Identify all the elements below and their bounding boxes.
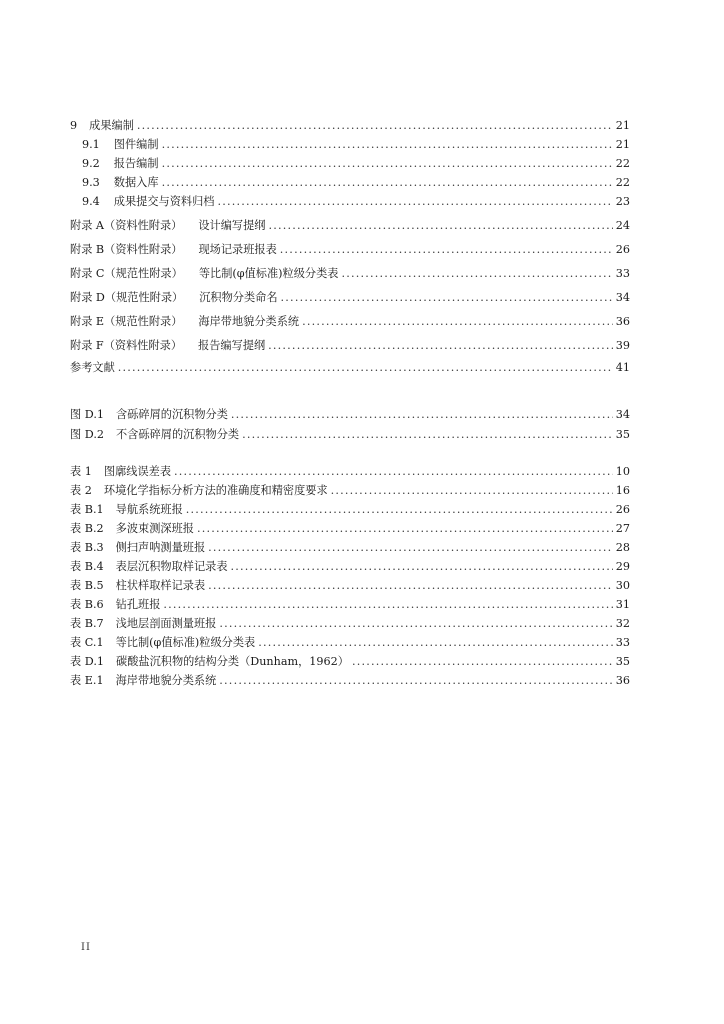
toc-entry-number: 表 B.3 <box>70 541 104 554</box>
toc-entry-number: 表 B.1 <box>70 503 104 516</box>
toc-entry[interactable] <box>70 361 630 375</box>
dot-leader <box>331 484 613 498</box>
toc-entry-page: 36 <box>615 674 630 687</box>
toc-entry[interactable] <box>70 503 630 517</box>
toc-entry[interactable] <box>70 157 630 171</box>
toc-entry-page: 41 <box>615 361 630 374</box>
toc-entry-number: 附录 A（资料性附录） <box>70 219 183 232</box>
toc-entry-title: 含砾碎屑的沉积物分类 <box>116 408 228 421</box>
toc-entry-title: 不含砾碎屑的沉积物分类 <box>116 428 240 441</box>
toc-entry[interactable] <box>70 617 630 631</box>
toc-entry-page: 33 <box>615 267 630 280</box>
toc-entry[interactable] <box>70 315 630 329</box>
toc-entry-number: 附录 B（资料性附录） <box>70 243 183 256</box>
toc-entry-number: 表 B.5 <box>70 579 104 592</box>
toc-entry-page: 34 <box>615 291 630 304</box>
dot-leader <box>341 267 612 281</box>
toc-entry-number: 附录 E（规范性附录） <box>70 315 183 328</box>
dot-leader <box>208 541 613 555</box>
toc-entry-title: 浅地层剖面测量班报 <box>115 617 217 630</box>
toc-entry[interactable] <box>70 219 630 233</box>
toc-entry-number: 图 D.2 <box>70 428 104 441</box>
dot-leader <box>163 598 612 612</box>
toc-entry-number: 表 E.1 <box>70 674 104 687</box>
dot-leader <box>197 522 613 536</box>
toc-entry-page: 27 <box>615 522 630 535</box>
toc-entry-page: 22 <box>615 157 630 170</box>
toc-entry-page: 26 <box>615 503 630 516</box>
dot-leader <box>162 157 613 171</box>
toc-entry-page: 24 <box>615 219 630 232</box>
dot-leader <box>231 408 613 422</box>
toc-entry-title: 钻孔班报 <box>115 598 161 611</box>
toc-entry-title: 海岸带地貌分类系统 <box>115 674 217 687</box>
toc-entry-number: 表 B.6 <box>70 598 104 611</box>
dot-leader <box>268 339 613 353</box>
toc-entry[interactable] <box>70 579 630 593</box>
toc-entry[interactable] <box>70 484 630 498</box>
toc-entry-number: 9 <box>70 119 78 132</box>
toc-entry-title: 数据入库 <box>113 176 159 189</box>
dot-leader <box>268 219 612 233</box>
toc-entry[interactable] <box>70 655 630 669</box>
toc-entry[interactable] <box>70 243 630 257</box>
toc-entry-page: 35 <box>615 428 630 441</box>
dot-leader <box>280 243 613 257</box>
toc-entry-number: 表 B.2 <box>70 522 104 535</box>
toc-entry-number: 9.1 <box>82 138 100 151</box>
toc-entry-title: 沉积物分类命名 <box>199 291 278 304</box>
toc-entry-title: 表层沉积物取样记录表 <box>115 560 228 573</box>
toc-entry-page: 36 <box>615 315 630 328</box>
toc-entry[interactable] <box>70 408 630 422</box>
toc-entry-title: 成果编制 <box>89 119 134 132</box>
dot-leader <box>118 361 613 375</box>
toc-entry-page: 21 <box>615 138 630 151</box>
toc-entry-number: 表 C.1 <box>70 636 104 649</box>
dot-leader <box>219 674 612 688</box>
dot-leader <box>352 655 613 669</box>
toc-entry[interactable] <box>70 119 630 133</box>
toc-entry-page: 16 <box>615 484 630 497</box>
toc-entry-page: 26 <box>615 243 630 256</box>
dot-leader <box>281 291 613 305</box>
toc-chapters <box>70 119 630 380</box>
dot-leader <box>302 315 613 329</box>
toc-entry[interactable] <box>70 560 630 574</box>
toc-entry-page: 33 <box>615 636 630 649</box>
toc-entry-number: 表 B.4 <box>70 560 104 573</box>
toc-entry-number: 表 2 <box>70 484 92 497</box>
toc-entry-number: 图 D.1 <box>70 408 104 421</box>
toc-entry-title: 柱状样取样记录表 <box>115 579 206 592</box>
toc-entry-page: 22 <box>615 176 630 189</box>
toc-entry-page: 35 <box>615 655 630 668</box>
toc-entry-title: 设计编写提纲 <box>198 219 266 232</box>
toc-entry-number: 表 D.1 <box>70 655 104 668</box>
dot-leader <box>258 636 613 650</box>
toc-entry-title: 报告编写提纲 <box>198 339 266 352</box>
dot-leader <box>174 465 613 479</box>
toc-tables <box>70 465 630 693</box>
toc-entry-title: 海岸带地貌分类系统 <box>198 315 300 328</box>
toc-entry-title: 图件编制 <box>113 138 159 151</box>
toc-entry-number: 表 1 <box>70 465 92 478</box>
toc-entry-title: 等比制(φ值标准)粒级分类表 <box>115 636 256 649</box>
toc-entry-title: 导航系统班报 <box>115 503 183 516</box>
toc-entry[interactable] <box>70 176 630 190</box>
dot-leader <box>208 579 613 593</box>
dot-leader <box>162 138 613 152</box>
toc-entry-title: 成果提交与资料归档 <box>113 195 215 208</box>
toc-entry-page: 31 <box>615 598 630 611</box>
toc-entry-title: 多波束测深班报 <box>115 522 194 535</box>
toc-entry-page: 34 <box>615 408 630 421</box>
toc-entry-title: 环境化学指标分析方法的准确度和精密度要求 <box>103 484 328 497</box>
toc-entry[interactable] <box>70 339 630 353</box>
toc-entry-number: 9.3 <box>82 176 100 189</box>
toc-entry-number: 附录 F（资料性附录） <box>70 339 183 352</box>
toc-entry[interactable] <box>70 428 630 442</box>
toc-entry-page: 32 <box>615 617 630 630</box>
toc-entry[interactable] <box>70 138 630 152</box>
dot-leader <box>218 195 613 209</box>
toc-entry-title: 侧扫声呐测量班报 <box>115 541 206 554</box>
page-footer-number: II <box>81 942 91 953</box>
toc-entry[interactable] <box>70 598 630 612</box>
toc-entry[interactable] <box>70 267 630 281</box>
dot-leader <box>162 176 613 190</box>
toc-entry-title: 参考文献 <box>70 361 115 374</box>
toc-entry-number: 9.4 <box>82 195 100 208</box>
toc-entry-page: 23 <box>615 195 630 208</box>
dot-leader <box>231 560 613 574</box>
toc-entry-page: 30 <box>615 579 630 592</box>
toc-entry-page: 28 <box>615 541 630 554</box>
toc-entry-page: 39 <box>615 339 630 352</box>
dot-leader <box>242 428 613 442</box>
toc-entry[interactable] <box>70 541 630 555</box>
toc-entry-number: 附录 D（规范性附录） <box>70 291 184 304</box>
toc-entry[interactable] <box>70 522 630 536</box>
toc-entry[interactable] <box>70 291 630 305</box>
toc-entry[interactable] <box>70 465 630 479</box>
toc-entry[interactable] <box>70 195 630 209</box>
toc-entry-page: 21 <box>615 119 630 132</box>
toc-entry-title: 现场记录班报表 <box>198 243 277 256</box>
toc-entry-number: 表 B.7 <box>70 617 104 630</box>
toc-entry-title: 报告编制 <box>113 157 159 170</box>
dot-leader <box>219 617 612 631</box>
dot-leader <box>137 119 613 133</box>
toc-entry[interactable] <box>70 674 630 688</box>
toc-entry-title: 图廓线误差表 <box>103 465 172 478</box>
toc-entry-title: 碳酸盐沉积物的结构分类（Dunham，1962） <box>116 655 349 668</box>
toc-entry-title: 等比制(φ值标准)粒级分类表 <box>198 267 339 280</box>
toc-entry[interactable] <box>70 636 630 650</box>
toc-entry-page: 10 <box>615 465 630 478</box>
toc-figures <box>70 408 630 448</box>
toc-entry-page: 29 <box>615 560 630 573</box>
dot-leader <box>186 503 613 517</box>
toc-entry-number: 附录 C（规范性附录） <box>70 267 183 280</box>
toc-entry-number: 9.2 <box>82 157 100 170</box>
